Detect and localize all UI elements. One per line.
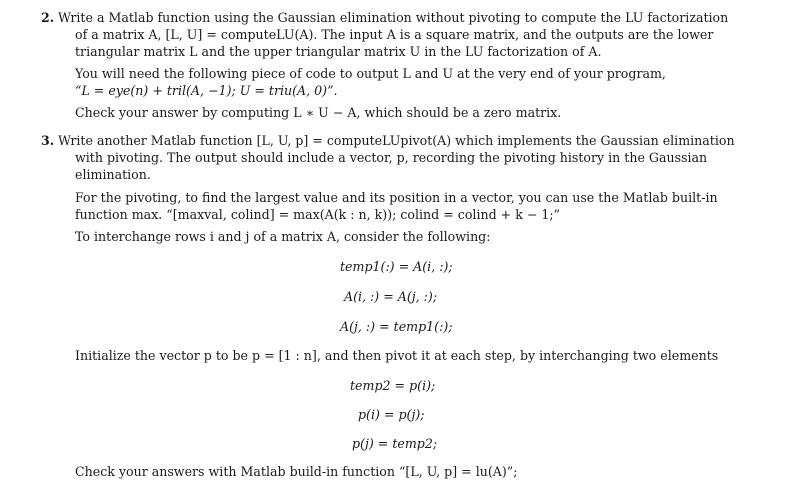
problem-3-check-line: Check your answers with Matlab build-in function “[L, U, p] = lu(A)”; [75, 464, 518, 479]
problem-2-code-line: “L = eye(n) + tril(A, −1); U = triu(A, 0)”. [75, 83, 338, 98]
problem-3-line-1: Write another Matlab function [L, U, p] = computeLUpivot(A) which implements the Gaussian elimination [58, 133, 735, 148]
swap-rows-code-line-1: temp1(:) = A(i, :); [340, 259, 453, 274]
problem-3-number: 3. [41, 133, 55, 148]
problem-2-number: 2. [41, 10, 55, 25]
problem-3-line-2: with pivoting. The output should include a vector, p, recording the pivoting history in the Gaussian [75, 150, 708, 165]
swap-rows-code-line-2: A(i, :) = A(j, :); [344, 289, 438, 304]
problem-3-line-4: For the pivoting, to find the largest value and its position in a vector, you can use the Matlab built-in [75, 190, 718, 205]
swap-p-code-line-2: p(i) = p(j); [358, 407, 425, 422]
swap-rows-code-line-3: A(j, :) = temp1(:); [340, 319, 453, 334]
problem-3-interchange-intro: To interchange rows i and j of a matrix A, consider the following: [75, 229, 491, 244]
problem-2-line-2: of a matrix A, [L, U] = computeLU(A). The input A is a square matrix, and the outputs are the lower [75, 27, 714, 42]
problem-3-pivot-intro: Initialize the vector p to be p = [1 : n], and then pivot it at each step, by interchanging two elements [75, 348, 719, 363]
problem-2-line-1: Write a Matlab function using the Gaussian elimination without pivoting to compute the LU factorization [58, 10, 729, 25]
problem-2-check-line: Check your answer by computing L ∗ U − A, which should be a zero matrix. [75, 105, 562, 120]
problem-2-line-4: You will need the following piece of code to output L and U at the very end of your program, [75, 66, 666, 81]
swap-p-code-line-1: temp2 = p(i); [350, 378, 436, 393]
problem-3-max-code-line: function max. “[maxval, colind] = max(A(k : n, k)); colind = colind + k − 1;” [75, 207, 561, 222]
swap-p-code-line-3: p(j) = temp2; [352, 436, 438, 451]
problem-2-line-3: triangular matrix L and the upper triangular matrix U in the LU factorization of A. [75, 44, 602, 59]
problem-3-line-3: elimination. [75, 167, 151, 182]
